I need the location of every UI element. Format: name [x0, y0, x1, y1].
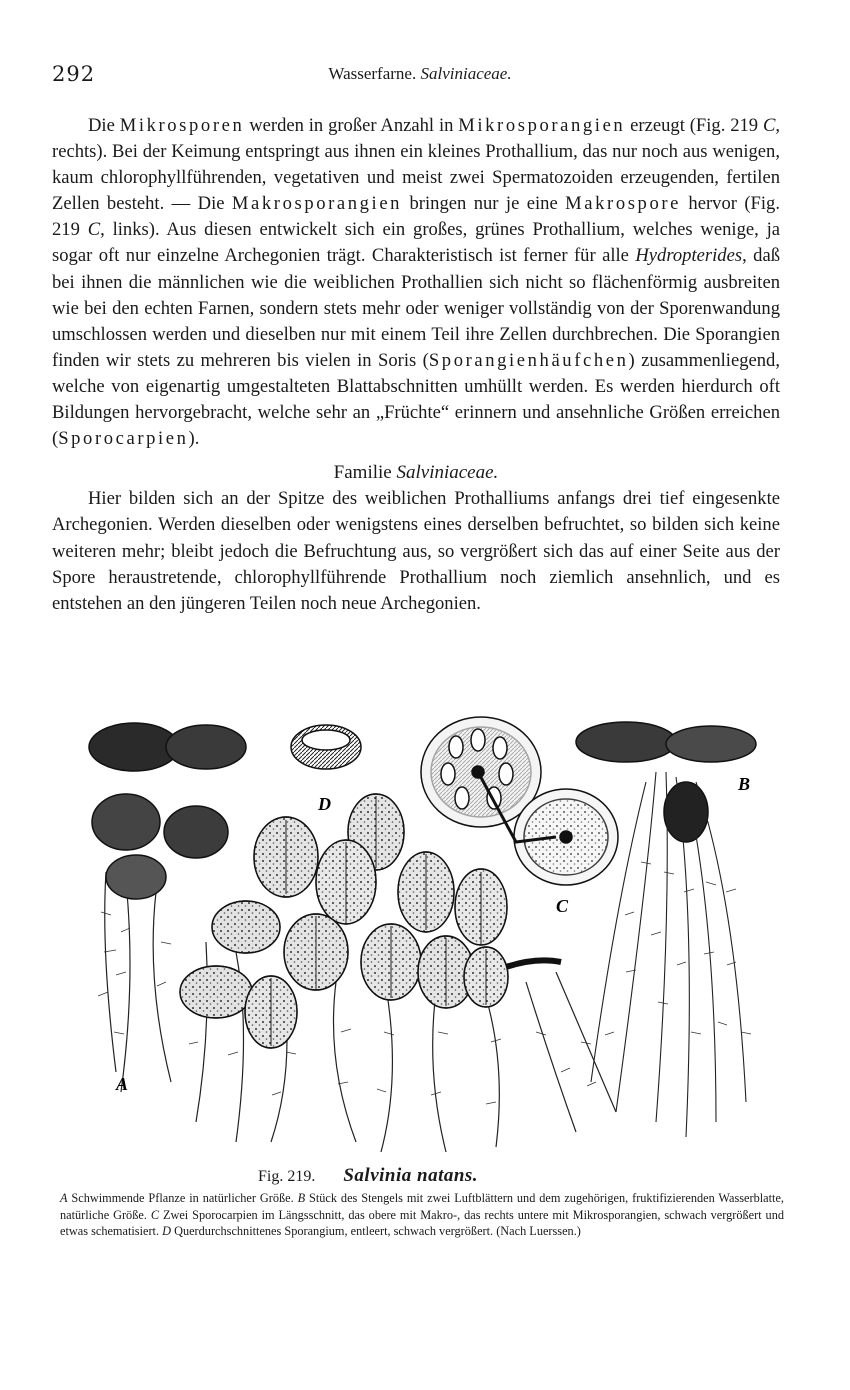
sporocarp-c-lower: [514, 789, 618, 885]
paragraph-microspores: Die Mikrosporen werden in großer Anzahl in Mikrosporangien erzeugt (Fig. 219 C, rechts). Bei der Keimung entspringt aus ihnen ein kleines Prothallium, das nur noch aus wenigen, kaum chlorophyllführenden, vegetativen und meist zwei Spermatozoiden erzeugenden, fertilen Zellen besteht. — Die Makrosporangien bringen nur je eine Makrospore hervor (Fig. 219 C, links). Aus diesen entwickelt sich ein großes, grünes Prothallium, welches wenige, ja sogar oft nur einzelne Archegonien trägt. Charakteristisch ist ferner für alle Hydropterides, daß bei ihnen die männlichen wie die weiblichen Prothallien sich nicht so flächenförmig ausbreiten wie bei den echten Farnen, sondern stets mehr oder weniger vollständig von der Sporenwandung umschlossen werden und dieselben nur mit einem Teil ihre Zellen durchbrechen. Die Sporangien finden wir stets zu mehreren bis vielen in Soris (Sporangienhäufchen) zusammenliegend, welche von eigenartig umgestalteten Blattabschnitten umhüllt werden. Es werden hierdurch oft Bildungen hervorgebracht, welche sehr an „Früchte“ erinnern und ansehnliche Größen erreichen (Sporocarpien).: [52, 115, 781, 450]
label-a: A: [116, 1074, 129, 1094]
sporangium-d: [291, 725, 361, 769]
figure-salvinia: [86, 712, 766, 1162]
plant-b-root-hairs: [605, 862, 751, 1035]
plant-a-dark-leaves: [89, 723, 246, 899]
salvinia-illustration: [86, 712, 766, 1162]
running-head-text: Wasserfarne.: [328, 64, 417, 83]
running-head-italic: Salviniaceae.: [420, 64, 512, 83]
page-number: 292: [52, 62, 96, 86]
figure-caption-title: [258, 1165, 478, 1187]
label-b: B: [738, 774, 751, 794]
label-d: D: [318, 794, 331, 814]
figure-species-name: Salvinia natans.: [343, 1165, 479, 1186]
figure-number: Fig. 219.: [258, 1168, 316, 1185]
page-header: [52, 62, 788, 90]
running-head: [52, 64, 788, 84]
label-c: C: [556, 896, 569, 916]
plant-a-spotted-leaves: [180, 794, 508, 1048]
section-title: Familie Salviniaceae.: [333, 462, 499, 484]
plant-a-stem: [506, 960, 561, 967]
body-text: [52, 113, 780, 617]
figure-caption: A Schwimmende Pflanze in natürlicher Größe. B Stück des Stengels mit zwei Luftblättern und dem zugehörigen, fruktifizierenden Wasserblatte, natürliche Größe. C Zwei Sporocarpien im Längsschnitt, das obere mit Makro-, das rechts untere mit Mikrosporangien, schwach vergrößert und etwas schematisiert. D Querdurchschnittenes Sporangium, entleert, schwach vergrößert. (Nach Luerssen.): [60, 1191, 784, 1238]
paragraph-archegonia: Hier bilden sich an der Spitze des weiblichen Prothalliums anfangs drei tief eingesenkte Archegonien. Werden dieselben oder wenigstens eines derselben befruchtet, so bilden sich keine weiteren mehr; bleibt jedoch die Befruchtung aus, so vergrößert sich das auf einer Seite aus der Spore heraustretende, chlorophyllführende Prothallium noch ziemlich ansehnlich, und es entstehen an den jüngeren Teilen noch neue Archegonien.: [52, 488, 780, 614]
